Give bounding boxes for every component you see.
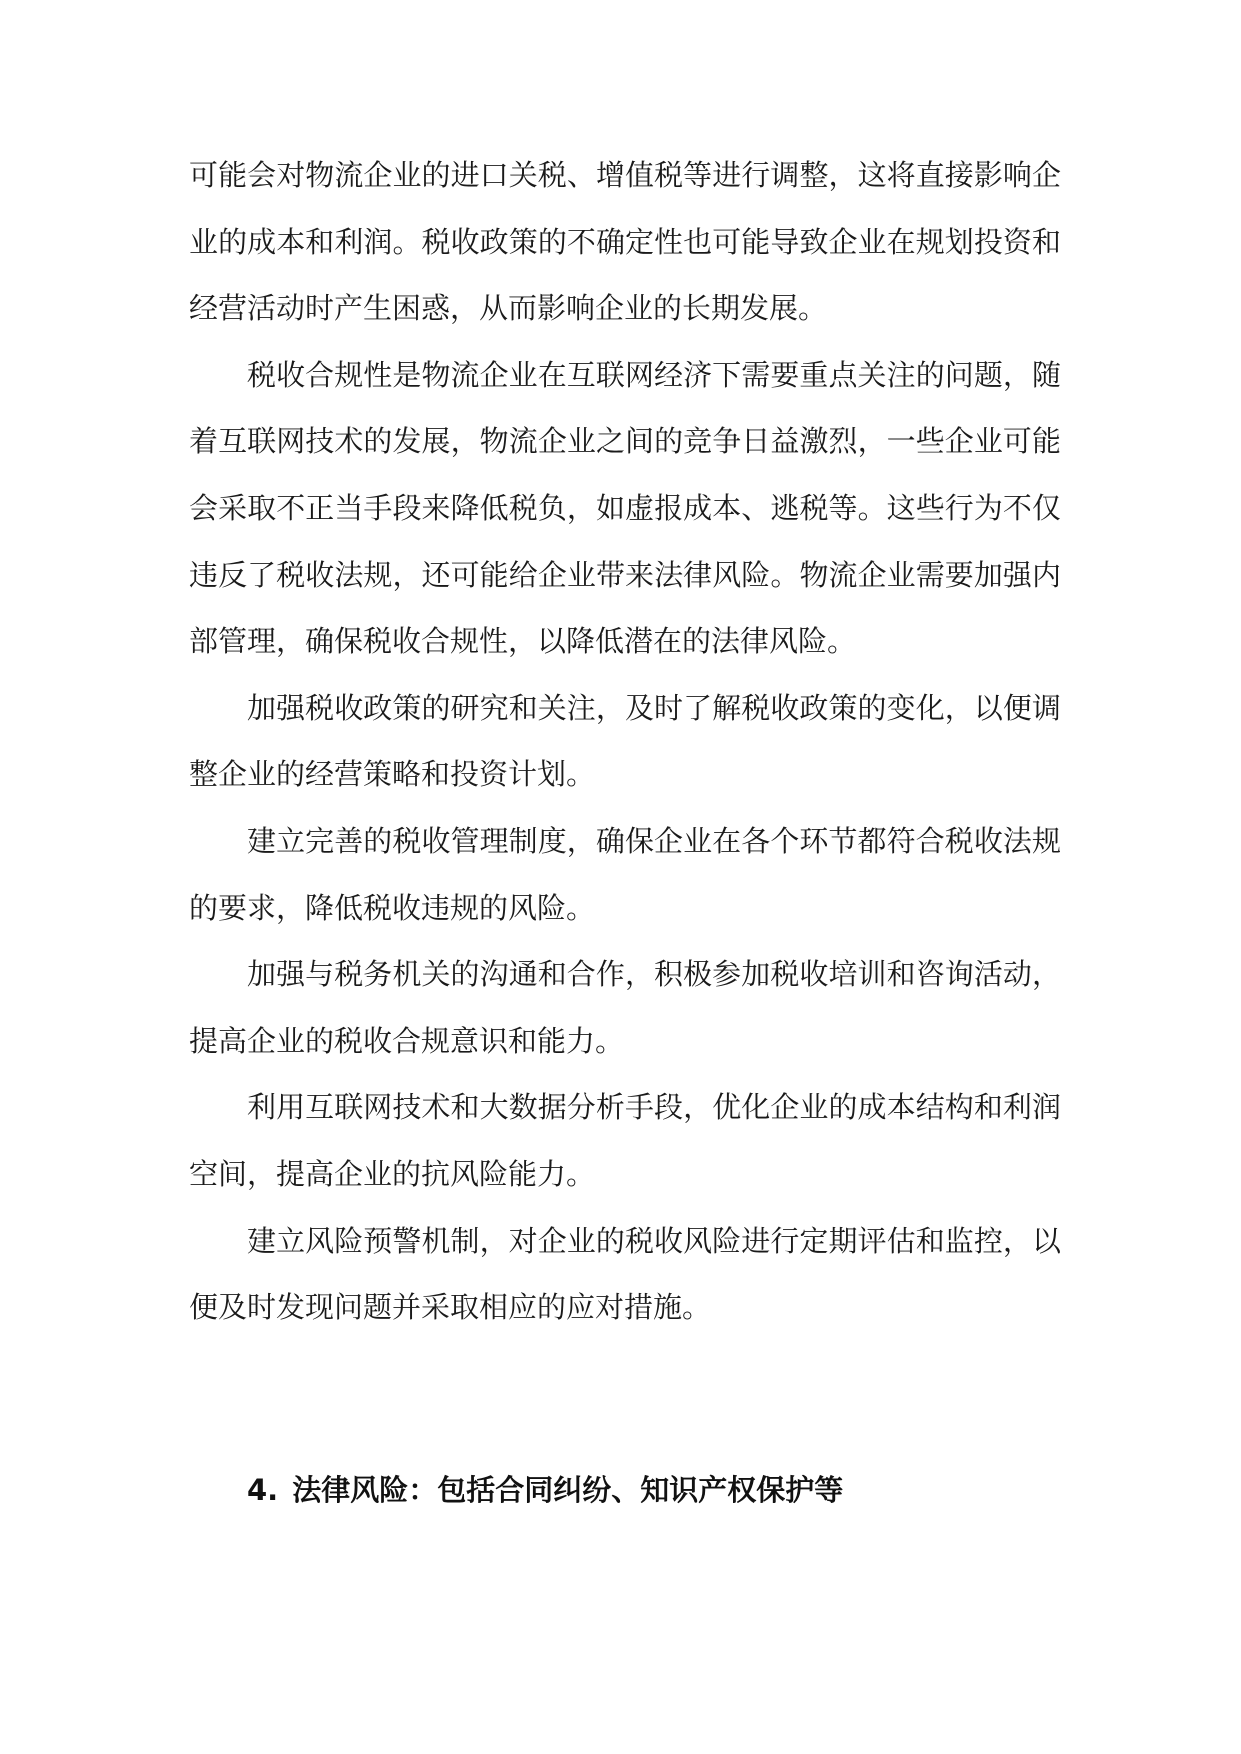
paragraph-3: 加强税收政策的研究和关注，及时了解税收政策的变化，以便调整企业的经营策略和投资计划。 — [189, 690, 1061, 792]
paragraph-2: 税收合规性是物流企业在互联网经济下需要重点关注的问题，随着互联网技术的发展，物流企业之间的竞争日益激烈，一些企业可能会采取不正当手段来降低税负，如虚报成本、逃税等。这些行为不仅违反了税收法规，还可能给企业带来法律风险。物流企业需要加强内部管理，确保税收合规性，以降低潜在的法律风险。 — [189, 357, 1061, 659]
section-title: 法律风险：包括合同纠纷、知识产权保护等 — [292, 1473, 844, 1507]
paragraph-7: 建立风险预警机制，对企业的税收风险进行定期评估和监控，以便及时发现问题并采取相应的应对措施。 — [189, 1223, 1061, 1325]
paragraph-1: 可能会对物流企业的进口关税、增值税等进行调整，这将直接影响企业的成本和利润。税收政策的不确定性也可能导致企业在规划投资和经营活动时产生困惑，从而影响企业的长期发展。 — [189, 158, 1061, 326]
section-heading — [247, 1470, 843, 1510]
body-text — [189, 142, 1061, 1341]
paragraph-5: 加强与税务机关的沟通和合作，积极参加税收培训和咨询活动，提高企业的税收合规意识和能力。 — [189, 957, 1061, 1058]
paragraph-4: 建立完善的税收管理制度，确保企业在各个环节都符合税收法规的要求，降低税收违规的风险。 — [189, 823, 1061, 925]
paragraph-6: 利用互联网技术和大数据分析手段，优化企业的成本结构和利润空间，提高企业的抗风险能力。 — [189, 1090, 1061, 1191]
section-number: 4. — [247, 1473, 279, 1507]
